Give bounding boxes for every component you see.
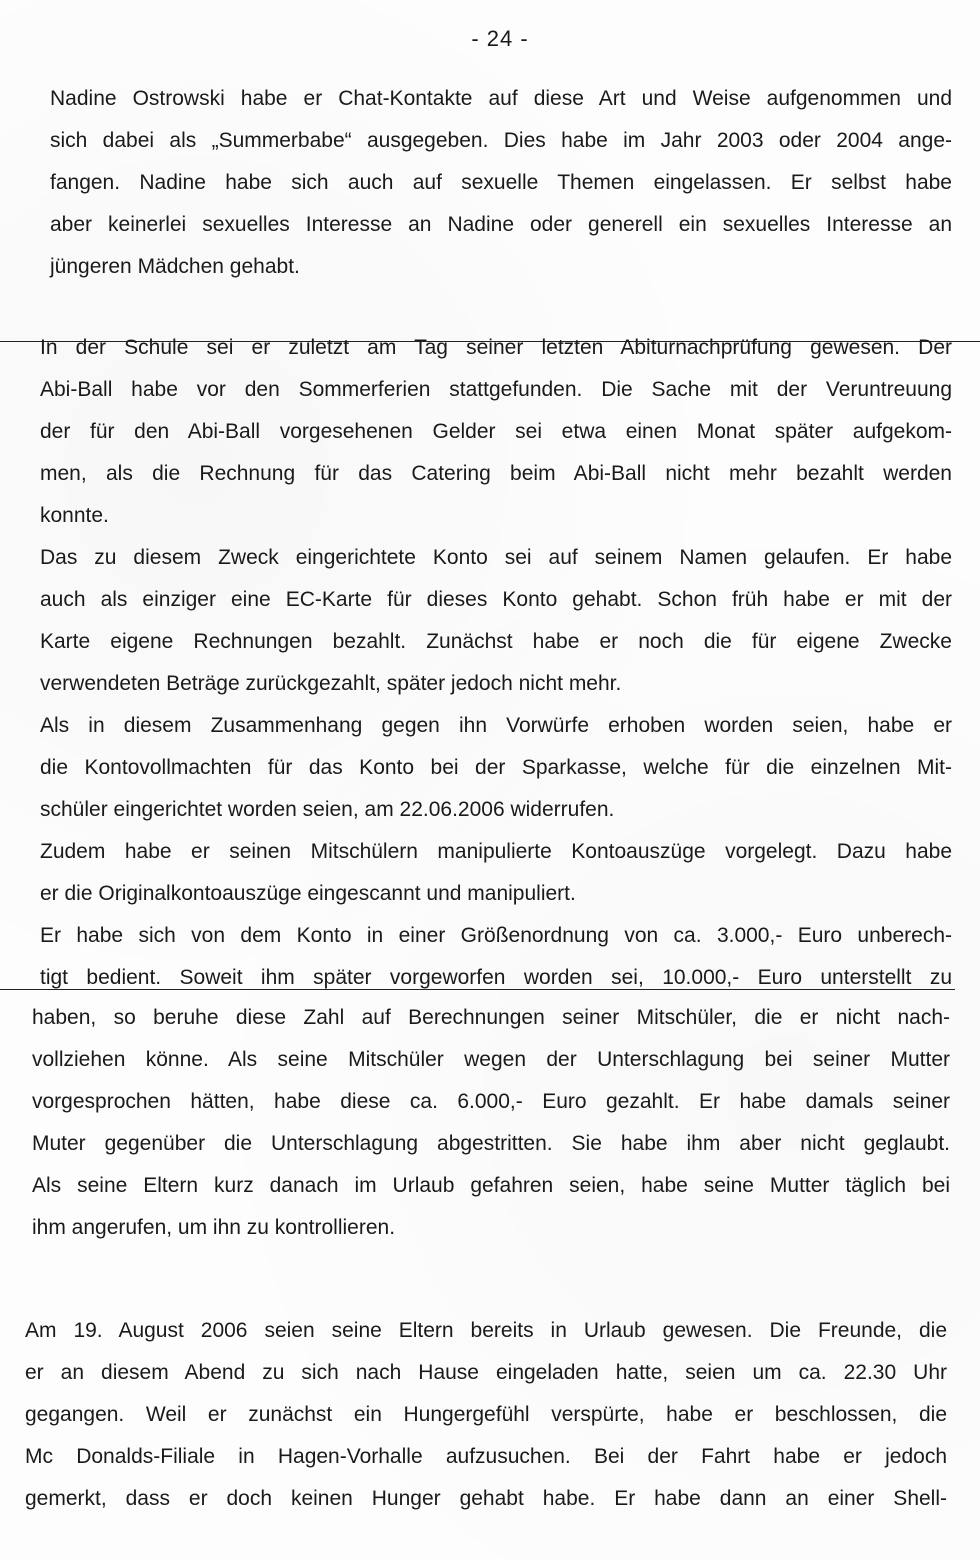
text-line: Abi-Ball habe vor den Sommerferien stattgefunden. Die Sache mit der Veruntreuung (40, 378, 952, 401)
text-line: Als seine Eltern kurz danach im Urlaub gefahren seien, habe seine Mutter täglich bei (32, 1174, 950, 1197)
text-line: die Kontovollmachten für das Konto bei der Sparkasse, welche für die einzelnen Mit- (40, 756, 952, 779)
paragraph-1 (50, 78, 952, 288)
text-line: gemerkt, dass er doch keinen Hunger gehabt habe. Er habe dann an einer Shell- (25, 1487, 947, 1510)
text-line: tigt bedient. Soweit ihm später vorgeworfen worden sei, 10.000,- Euro unterstellt zu (40, 966, 952, 989)
text-line: ihm angerufen, um ihn zu kontrollieren. (32, 1216, 396, 1239)
text-line: Zudem habe er seinen Mitschülern manipulierte Kontoauszüge vorgelegt. Dazu habe (40, 840, 952, 863)
text-line: Muter gegenüber die Unterschlagung abgestritten. Sie habe ihm aber nicht geglaubt. (32, 1132, 950, 1155)
text-line: Karte eigene Rechnungen bezahlt. Zunächst habe er noch die für eigene Zwecke (40, 630, 952, 653)
text-line: auch als einziger eine EC-Karte für dieses Konto gehabt. Schon früh habe er mit der (40, 588, 952, 611)
text-line: Am 19. August 2006 seien seine Eltern bereits in Urlaub gewesen. Die Freunde, die (25, 1319, 947, 1342)
text-line: men, als die Rechnung für das Catering beim Abi-Ball nicht mehr bezahlt werden (40, 462, 952, 485)
text-line: konnte. (40, 504, 109, 527)
text-line: der für den Abi-Ball vorgesehenen Gelder sei etwa einen Monat später aufgekom- (40, 420, 952, 443)
text-line: Er habe sich von dem Konto in einer Größenordnung von ca. 3.000,- Euro unberech- (40, 924, 952, 947)
text-line: haben, so beruhe diese Zahl auf Berechnungen seiner Mitschüler, die er nicht nach- (32, 1006, 950, 1029)
page-number: - 24 - (471, 26, 529, 51)
text-line: vorgesprochen hätten, habe diese ca. 6.000,- Euro gezahlt. Er habe damals seiner (32, 1090, 950, 1113)
text-line: gegangen. Weil er zunächst ein Hungergefühl verspürte, habe er beschlossen, die (25, 1403, 947, 1426)
text-line: vollziehen könne. Als seine Mitschüler wegen der Unterschlagung bei seiner Mutter (32, 1048, 950, 1071)
text-line: sich dabei als „Summerbabe“ ausgegeben. Dies habe im Jahr 2003 oder 2004 ange- (50, 129, 952, 152)
text-line: aber keinerlei sexuelles Interesse an Nadine oder generell ein sexuelles Interesse an (50, 213, 952, 236)
paragraph-2 (40, 327, 952, 999)
paragraph-3 (32, 997, 950, 1249)
text-line: fangen. Nadine habe sich auch auf sexuelle Themen eingelassen. Er selbst habe (50, 171, 952, 194)
text-line: verwendeten Beträge zurückgezahlt, später jedoch nicht mehr. (40, 672, 622, 695)
text-line: er an diesem Abend zu sich nach Hause eingeladen hatte, seien um ca. 22.30 Uhr (25, 1361, 947, 1384)
text-line: Mc Donalds-Filiale in Hagen-Vorhalle aufzusuchen. Bei der Fahrt habe er jedoch (25, 1445, 947, 1468)
text-line: er die Originalkontoauszüge eingescannt und manipuliert. (40, 882, 576, 905)
text-line: jüngeren Mädchen gehabt. (50, 255, 300, 278)
text-line: In der Schule sei er zuletzt am Tag seiner letzten Abiturnachprüfung gewesen. Der (40, 336, 952, 359)
text-line: Das zu diesem Zweck eingerichtete Konto sei auf seinem Namen gelaufen. Er habe (40, 546, 952, 569)
text-line: Nadine Ostrowski habe er Chat-Kontakte auf diese Art und Weise aufgenommen und (50, 87, 952, 110)
text-line: schüler eingerichtet worden seien, am 22.06.2006 widerrufen. (40, 798, 615, 821)
paragraph-4 (25, 1310, 947, 1520)
text-line: Als in diesem Zusammenhang gegen ihn Vorwürfe erhoben worden seien, habe er (40, 714, 952, 737)
